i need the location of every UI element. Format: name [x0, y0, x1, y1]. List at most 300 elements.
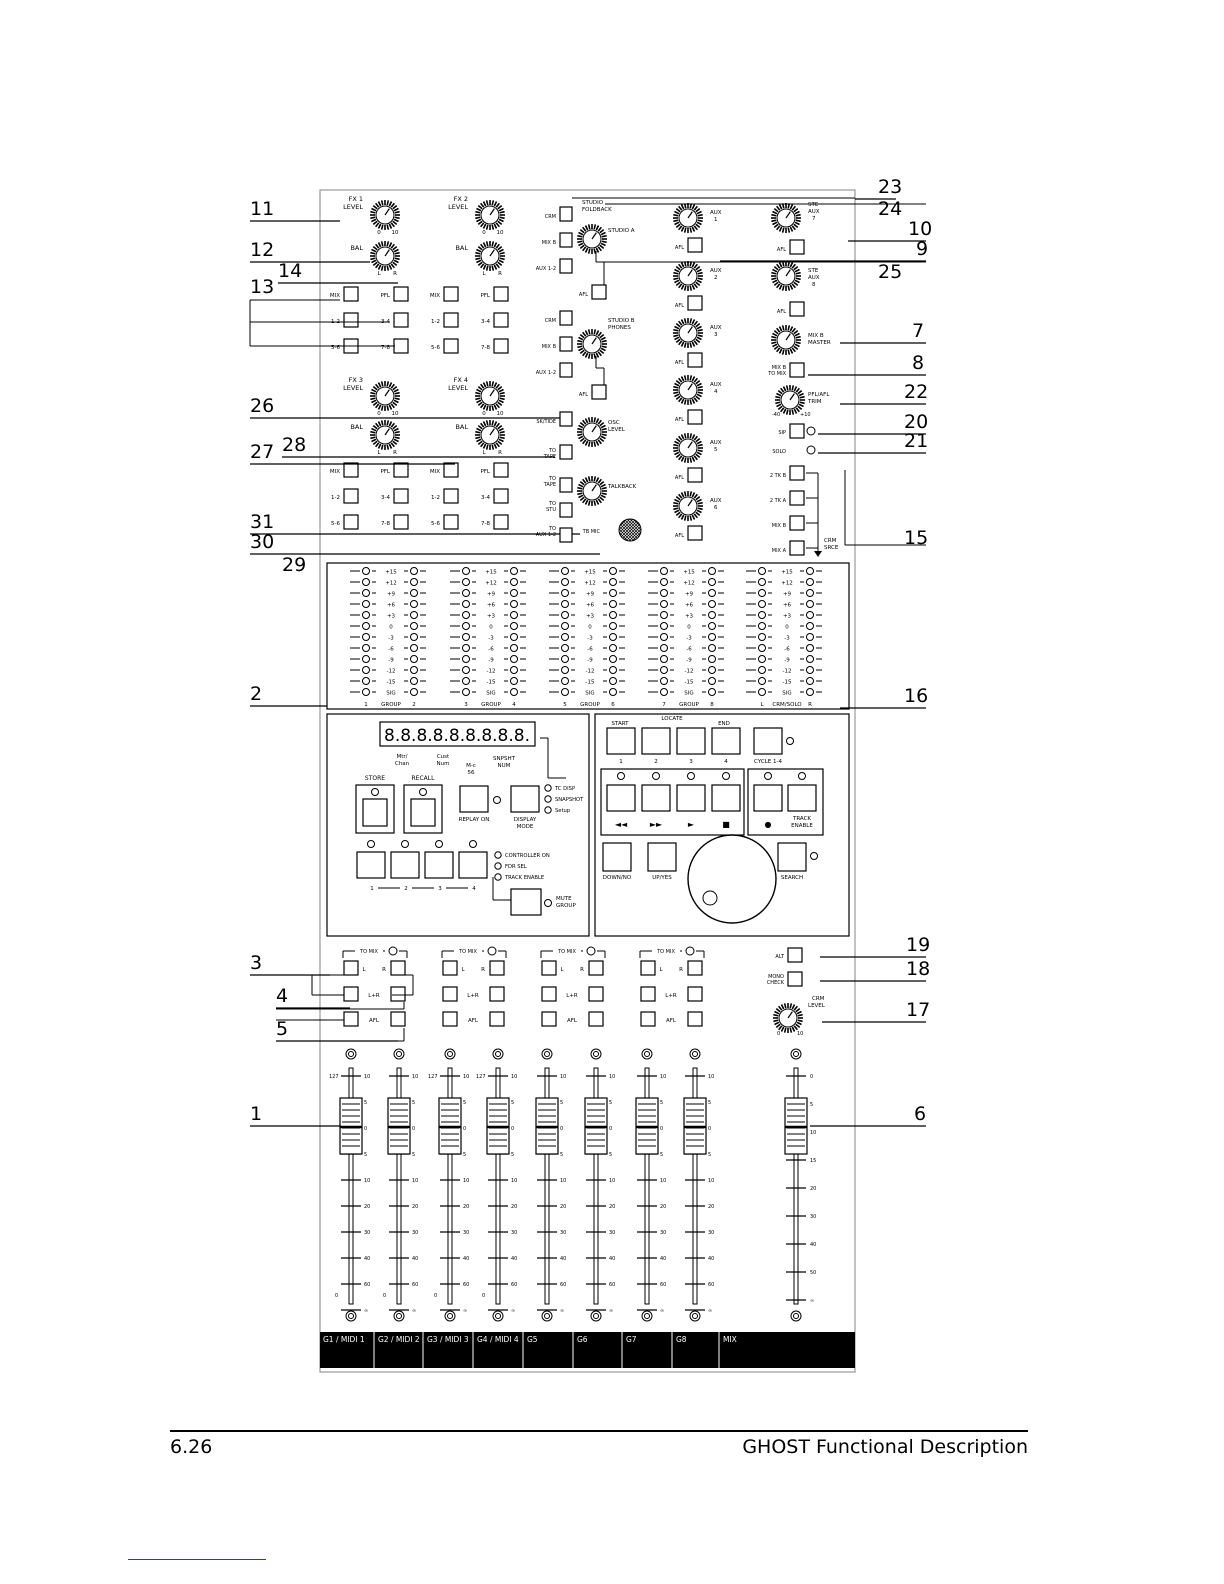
crm-level-max: 10: [797, 1031, 804, 1037]
knob-tick: [492, 241, 493, 246]
fader-scale-label: 5: [560, 1152, 564, 1158]
talkback-button-label: AUX 1-2: [535, 532, 556, 538]
meter-led-left: [661, 656, 668, 663]
fx-knob-label: BAL: [350, 423, 363, 431]
meter-scale-label: 0: [489, 624, 493, 631]
callout-10: 10: [908, 218, 933, 240]
fx-button-label: PFL: [480, 293, 490, 299]
fader-scale-label: 5: [463, 1100, 467, 1106]
meter-led-left: [463, 579, 470, 586]
meter-scale-label: -12: [486, 668, 496, 675]
knob-max: R: [393, 450, 397, 456]
knob-tick: [500, 432, 505, 433]
alt-label: ALT: [775, 954, 784, 960]
knob-tick: [685, 286, 686, 291]
callout-7: 7: [912, 320, 925, 342]
fader-scale-label: 5: [412, 1100, 416, 1106]
knob-tick: [698, 508, 703, 509]
meter-scale-label: +9: [782, 591, 792, 598]
meter-group-name: GROUP: [580, 702, 600, 708]
fader-top-screw-inner: [545, 1052, 550, 1057]
snapshot-led: [470, 841, 477, 848]
l-label: L: [659, 967, 663, 973]
osc-to-tape-button: [560, 445, 572, 459]
fader-scale-label: 5: [609, 1100, 613, 1106]
strip-label: G2 / MIDI 2: [378, 1335, 420, 1344]
crm-level-label: CRM: [812, 996, 825, 1002]
knob-tick: [698, 330, 703, 331]
knob-tick: [685, 228, 686, 233]
studio-source-label: AUX 1-2: [535, 266, 556, 272]
knob-tick: [698, 278, 703, 279]
knob-tick: [395, 398, 400, 399]
fx-knob-label: FX 2: [453, 195, 468, 203]
fx-button: [394, 515, 408, 529]
meter-group-name: GROUP: [481, 702, 501, 708]
fx-knob-label: FX 3: [348, 376, 363, 384]
meter-led-right: [511, 623, 518, 630]
fx-button: [444, 313, 458, 327]
master-screw-inner: [794, 1052, 799, 1057]
locate-button: [607, 728, 635, 754]
fader-scale-label: 0: [708, 1126, 712, 1132]
studio-source-label: AUX 1-2: [535, 370, 556, 376]
fader-scale-label: 60: [609, 1282, 616, 1288]
meter-led-left: [363, 590, 370, 597]
knob-tick: [370, 217, 375, 218]
fader-scale-label: 5: [364, 1100, 368, 1106]
transport-led: [688, 773, 695, 780]
meter-led-left: [363, 579, 370, 586]
knob-tick: [673, 215, 678, 216]
fader-scale-label: 60: [364, 1282, 371, 1288]
fader-scale-label: 30: [560, 1230, 567, 1236]
afl-label: AFL: [776, 247, 786, 253]
to-mix-label: TO MIX: [360, 949, 378, 955]
meter-scale-label: +6: [486, 602, 496, 609]
meter-scale-label: 0: [588, 624, 592, 631]
r-label: R: [481, 967, 485, 973]
fx-button: [444, 489, 458, 503]
transport-button: [677, 785, 705, 811]
fader-scale-label: 20: [364, 1204, 371, 1210]
mixb-label: MASTER: [808, 340, 831, 346]
knob-tick: [673, 508, 678, 509]
fader-scale-label: 5: [511, 1100, 515, 1106]
meter-led-right: [411, 612, 418, 619]
strip-label: G4 / MIDI 4: [477, 1335, 519, 1344]
afl-label: AFL: [674, 360, 684, 366]
meter-scale-label: -12: [782, 668, 792, 675]
knob-tick: [602, 236, 607, 237]
fader-scale-label: 5: [708, 1152, 712, 1158]
knob-tick: [589, 476, 590, 481]
mono-label: MONO: [768, 974, 784, 980]
snapshot-number-button: [357, 852, 385, 878]
fader-scale-label: 30: [463, 1230, 470, 1236]
knob-tick: [382, 381, 383, 386]
fader-scale-label: 30: [364, 1230, 371, 1236]
callout-18: 18: [906, 958, 931, 980]
meter-led-left: [562, 645, 569, 652]
knob-tick: [690, 400, 691, 405]
meter-scale-label: +6: [585, 602, 595, 609]
knob-tick: [685, 458, 686, 463]
fader-midi-top: 127: [329, 1074, 339, 1080]
ste-aux-7-afl-button: [790, 240, 804, 254]
meter-led-right: [411, 678, 418, 685]
meter-led-right: [511, 634, 518, 641]
meter-scale-label: -9: [686, 657, 692, 664]
fx-knob-label: LEVEL: [448, 203, 468, 211]
fx-button-label: 5-6: [331, 521, 340, 527]
meter-scale-label: +12: [485, 580, 497, 587]
fader-scale-label: 40: [412, 1256, 419, 1262]
knob-tick: [685, 375, 686, 380]
studio-b-source-button: [560, 311, 572, 325]
fx-button-label: 3-4: [481, 495, 490, 501]
meter-scale-label: SIG: [782, 690, 792, 697]
meter-led-left: [363, 656, 370, 663]
locate-number: 1: [619, 759, 623, 765]
crm-source-label: MIX B: [771, 523, 786, 529]
meter-scale-label: -12: [684, 668, 694, 675]
callout-31: 31: [250, 511, 275, 533]
knob-tick: [602, 488, 607, 489]
meter-led-left: [463, 568, 470, 575]
knob-tick: [589, 442, 590, 447]
tb-mic-label: TB MIC: [582, 529, 600, 535]
meter-scale-label: +6: [386, 602, 396, 609]
to-mix-l-button: [443, 961, 457, 975]
display-group-label: Mtr/: [396, 754, 408, 760]
callout-25: 25: [878, 261, 903, 283]
snapshot-led: [436, 841, 443, 848]
meter-led-right: [411, 645, 418, 652]
knob-tick: [602, 241, 607, 242]
meter-led-right: [709, 689, 716, 696]
knob-tick: [698, 215, 703, 216]
meter-led-left: [463, 678, 470, 685]
master-screw-inner: [794, 1314, 799, 1319]
meter-led-right: [709, 623, 716, 630]
knob-tick: [690, 375, 691, 380]
meter-led-left: [661, 689, 668, 696]
fader-scale-label: 30: [660, 1230, 667, 1236]
fx-knob-label: LEVEL: [343, 384, 363, 392]
fader-scale-label: 10: [412, 1178, 419, 1184]
meter-led-right: [610, 667, 617, 674]
fx-button-label: PFL: [380, 293, 390, 299]
studio-a-source-button: [560, 207, 572, 221]
callout-26: 26: [250, 395, 275, 417]
meter-led-left: [363, 634, 370, 641]
meter-led-right: [807, 667, 814, 674]
callout-9: 9: [916, 238, 929, 260]
knob-tick: [787, 410, 788, 415]
afl-button: [490, 1012, 504, 1026]
callout-1: 1: [250, 1103, 263, 1125]
knob-tick: [771, 220, 776, 221]
fader-scale-label: ∞: [560, 1308, 565, 1314]
fader-bottom-screw-inner: [349, 1314, 354, 1319]
meter-led-left: [661, 678, 668, 685]
fader-scale-label: 10: [708, 1178, 715, 1184]
fx-button-label: 3-4: [481, 319, 490, 325]
master-scale-label: 15: [810, 1158, 817, 1164]
knob-tick: [577, 341, 582, 342]
lr-label: L+R: [467, 993, 479, 999]
up-yes-button: [648, 843, 676, 871]
master-scale-label: 10: [810, 1130, 817, 1136]
fx-knob-label: BAL: [455, 423, 468, 431]
knob-max: 10: [391, 230, 399, 236]
snapshot-led: [402, 841, 409, 848]
fx-button-label: 5-6: [431, 521, 440, 527]
knob-tick: [594, 354, 595, 359]
crm-source-button: [790, 466, 804, 480]
meter-led-right: [807, 678, 814, 685]
afl-button: [542, 1012, 556, 1026]
meter-scale-label: -15: [782, 679, 792, 686]
replay-label: REPLAY ON: [458, 817, 490, 823]
knob-tick: [475, 432, 480, 433]
fader-scale-label: 5: [364, 1152, 368, 1158]
fader-scale-label: 5: [660, 1100, 664, 1106]
talkback-button-label: TAPE: [543, 482, 556, 488]
knob-tick: [487, 266, 488, 271]
recall-label: RECALL: [411, 775, 435, 782]
fader-scale-label: 40: [463, 1256, 470, 1262]
meter-led-right: [411, 634, 418, 641]
meter-group-left: L: [760, 702, 764, 708]
fader-bottom-screw-inner: [594, 1314, 599, 1319]
knob-tick: [487, 241, 488, 246]
meter-scale-label: +6: [782, 602, 792, 609]
studio-title: FOLDBACK: [582, 207, 612, 213]
fx-button: [494, 463, 508, 477]
fx-button: [394, 313, 408, 327]
fader-scale-label: 40: [609, 1256, 616, 1262]
knob-tick: [771, 278, 776, 279]
meter-scale-label: +3: [585, 613, 595, 620]
afl-label: AFL: [578, 292, 588, 298]
meter-led-right: [411, 689, 418, 696]
knob-tick: [698, 503, 703, 504]
fader-scale-label: ∞: [660, 1308, 665, 1314]
meter-led-right: [411, 601, 418, 608]
transport-button: [642, 785, 670, 811]
master-scale-label: 50: [810, 1270, 817, 1276]
meter-scale-label: -6: [488, 646, 494, 653]
meter-led-left: [661, 579, 668, 586]
meter-scale-label: -6: [587, 646, 593, 653]
meter-led-right: [709, 667, 716, 674]
callout-14: 14: [278, 260, 303, 282]
strip-label: G7: [626, 1335, 637, 1344]
fx-button: [394, 287, 408, 301]
meter-led-right: [709, 656, 716, 663]
talkback-label: TALKBACK: [608, 484, 637, 490]
fx-button: [444, 463, 458, 477]
knob-tick: [602, 493, 607, 494]
to-mix-lr-button: [542, 987, 556, 1001]
knob-tick: [395, 212, 400, 213]
to-mix-r-button: [490, 961, 504, 975]
knob-tick: [492, 381, 493, 386]
fader-scale-label: 30: [708, 1230, 715, 1236]
master-scale-label: 30: [810, 1214, 817, 1220]
knob-tick: [798, 1015, 803, 1016]
studio-b-afl-button: [592, 385, 606, 399]
meter-scale-label: 0: [785, 624, 789, 631]
callout-20: 20: [904, 411, 929, 433]
footer-link-underline: [128, 1559, 266, 1560]
meter-led-left: [562, 601, 569, 608]
knob-tick: [475, 217, 480, 218]
knob-tick: [685, 318, 686, 323]
knob-tick: [589, 224, 590, 229]
to-mix-l-button: [344, 961, 358, 975]
aux-afl-button: [688, 410, 702, 424]
knob-min: L: [377, 271, 381, 277]
transport-led: [653, 773, 660, 780]
fx-button: [344, 489, 358, 503]
studio-b-label: PHONES: [608, 325, 631, 331]
trim-label: PFL/AFL: [808, 392, 830, 398]
knob-tick: [370, 253, 375, 254]
mute-group-label: GROUP: [556, 903, 576, 909]
afl-label: AFL: [674, 533, 684, 539]
status-led: [495, 863, 501, 869]
fx-button: [494, 287, 508, 301]
track-enable-button: [788, 785, 816, 811]
knob-tick: [387, 406, 388, 411]
to-mix-r-button: [391, 961, 405, 975]
meter-scale-label: -15: [684, 679, 694, 686]
aux-label: AUX: [710, 498, 722, 504]
aux-label: AUX: [710, 325, 722, 331]
meter-scale-label: +12: [683, 580, 695, 587]
meter-scale-label: +15: [485, 569, 497, 576]
start-label: START: [611, 721, 629, 727]
aux-afl-button: [688, 296, 702, 310]
knob-tick: [685, 400, 686, 405]
fader-scale-label: 10: [609, 1074, 616, 1080]
fx-button-label: 3-4: [381, 495, 390, 501]
meter-led-left: [759, 689, 766, 696]
meter-led-left: [562, 689, 569, 696]
meter-led-right: [709, 678, 716, 685]
meter-led-left: [463, 612, 470, 619]
knob-tick: [594, 417, 595, 422]
talkback-button-label: TO: [549, 501, 556, 507]
meter-led-left: [562, 590, 569, 597]
knob-tick: [698, 335, 703, 336]
meter-led-right: [807, 579, 814, 586]
fx-button-label: PFL: [480, 469, 490, 475]
meter-led-left: [363, 678, 370, 685]
alt-button: [788, 948, 802, 962]
fx-knob-label: FX 4: [453, 376, 468, 384]
knob-tick: [382, 406, 383, 411]
fx-button: [444, 339, 458, 353]
meter-led-left: [363, 601, 370, 608]
knob-tick: [800, 402, 805, 403]
strip-label: G5: [527, 1335, 538, 1344]
meter-led-right: [411, 590, 418, 597]
knob-max: R: [498, 271, 502, 277]
fader-scale-label: 0: [511, 1126, 515, 1132]
studio-a-afl-button: [592, 285, 606, 299]
fx-button-label: 7-8: [381, 521, 390, 527]
knob-tick: [382, 200, 383, 205]
callout-4: 4: [276, 985, 289, 1007]
knob-tick: [475, 258, 480, 259]
search-led: [811, 853, 818, 860]
meter-scale-label: +9: [386, 591, 396, 598]
fader-bottom-screw-inner: [397, 1314, 402, 1319]
knob-tick: [594, 442, 595, 447]
pan-led: [587, 947, 595, 955]
knob-tick: [492, 420, 493, 425]
meter-scale-label: -15: [386, 679, 396, 686]
meter-scale-label: -12: [585, 668, 595, 675]
knob-max: 10: [391, 411, 399, 417]
display-mode-label: MODE: [516, 824, 534, 830]
callout-19: 19: [906, 934, 931, 956]
knob-tick: [589, 354, 590, 359]
status-label: TRACK ENABLE: [505, 875, 545, 881]
knob-tick: [690, 433, 691, 438]
knob-tick: [589, 417, 590, 422]
meter-scale-label: -3: [488, 635, 494, 642]
meter-led-right: [511, 667, 518, 674]
snap-num: 4: [472, 886, 476, 892]
afl-button: [391, 1012, 405, 1026]
mix-b-to-mix-button: [790, 363, 804, 377]
r-label: R: [679, 967, 683, 973]
knob-tick: [487, 406, 488, 411]
master-scale-label: 40: [810, 1242, 817, 1248]
meter-led-left: [363, 612, 370, 619]
meter-led-right: [511, 612, 518, 619]
pan-led: [389, 947, 397, 955]
crm-source-label: MIX A: [771, 548, 786, 554]
fader-bottom-screw-inner: [693, 1314, 698, 1319]
cycle-label: CYCLE 1-4: [754, 759, 782, 765]
knob-min: 0: [377, 411, 381, 417]
knob-tick: [783, 228, 784, 233]
locate-number: 2: [654, 759, 658, 765]
knob-tick: [500, 393, 505, 394]
knob-tick: [685, 491, 686, 496]
tape-label: TO: [549, 448, 556, 454]
down-label: DOWN/NO: [602, 875, 632, 881]
mute-group-led: [545, 900, 552, 907]
fader-scale-label: 0: [660, 1126, 664, 1132]
meter-led-left: [661, 590, 668, 597]
knob-min: 0: [377, 230, 381, 236]
knob-tick: [602, 346, 607, 347]
meter-led-right: [411, 656, 418, 663]
knob-tick: [788, 350, 789, 355]
meter-led-right: [709, 590, 716, 597]
knob-tick: [673, 220, 678, 221]
studio-source-label: CRM: [544, 318, 556, 324]
fx-button-label: 3-4: [381, 319, 390, 325]
meter-scale-label: SIG: [486, 690, 496, 697]
